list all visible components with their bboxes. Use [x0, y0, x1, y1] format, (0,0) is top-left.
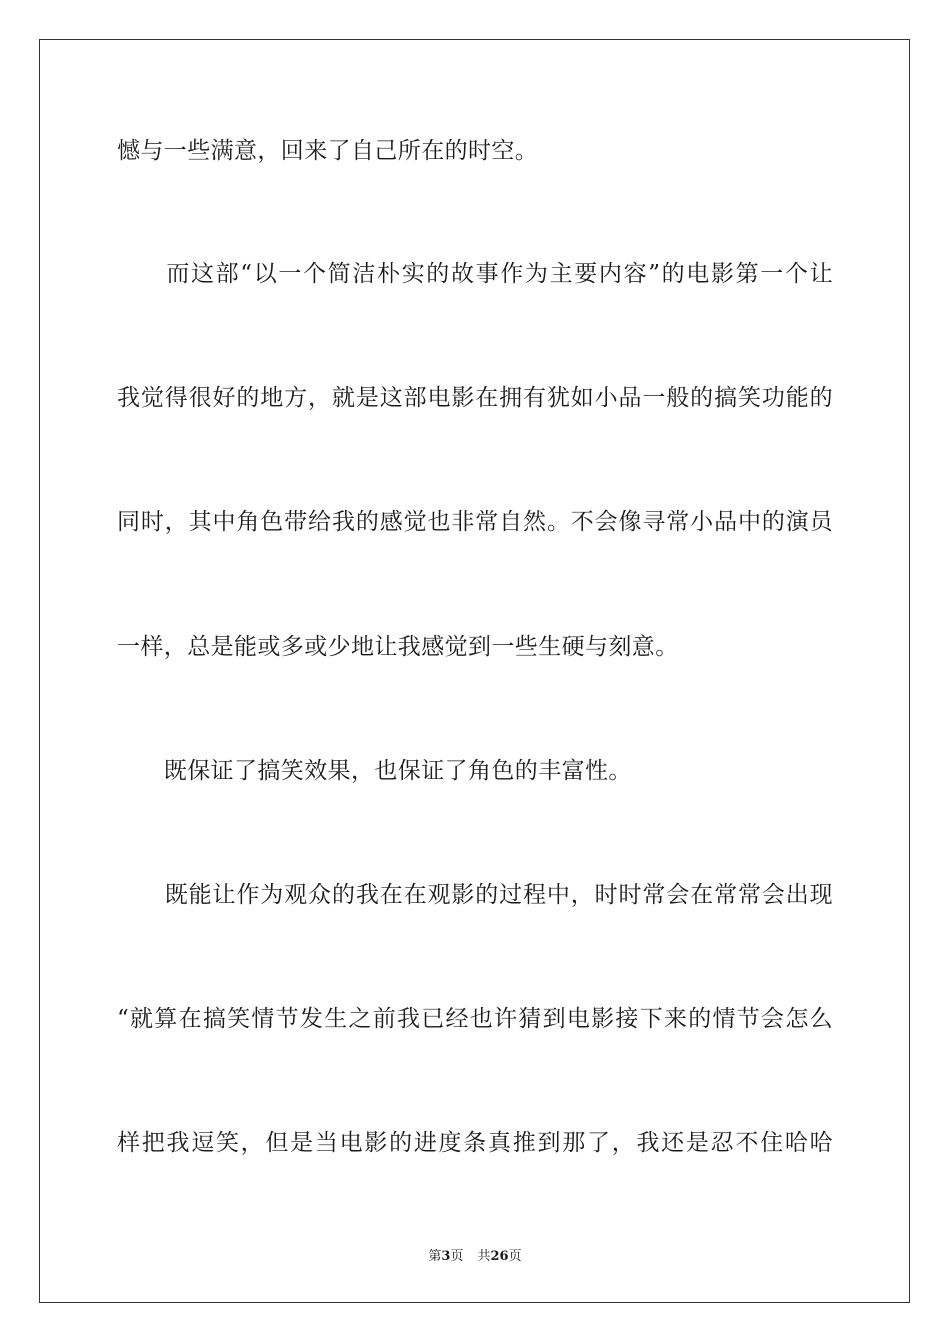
paragraph-line-6: 既保证了搞笑效果，也保证了角色的丰富性。	[117, 758, 632, 784]
paragraph-line-8: “就算在搞笑情节发生之前我已经也许猜到电影接下来的情节会怎么	[117, 1006, 833, 1032]
footer-total-prefix: 共	[477, 1249, 491, 1264]
page-footer	[0, 1248, 950, 1266]
paragraph-line-4: 同时，其中角色带给我的感觉也非常自然。不会像寻常小品中的演员	[117, 509, 833, 535]
footer-page-number: 3	[441, 1249, 451, 1264]
footer-total-suffix: 页	[508, 1249, 522, 1264]
paragraph-line-9: 样把我逗笑，但是当电影的进度条真推到那了，我还是忍不住哈哈	[117, 1130, 833, 1156]
paragraph-line-7: 既能让作为观众的我在在观影的过程中，时时常会在常常会出现	[117, 882, 833, 908]
paragraph-line-2: 而这部“以一个简洁朴实的故事作为主要内容”的电影第一个让	[117, 261, 833, 287]
paragraph-line-5: 一样，总是能或多或少地让我感觉到一些生硬与刻意。	[117, 634, 679, 660]
paragraph-line-3: 我觉得很好的地方，就是这部电影在拥有犹如小品一般的搞笑功能的	[117, 385, 833, 411]
paragraph-line-1: 憾与一些满意，回来了自己所在的时空。	[117, 138, 539, 164]
footer-total-pages: 26	[490, 1249, 509, 1264]
footer-page-suffix: 页	[450, 1249, 464, 1264]
footer-page-prefix: 第	[428, 1249, 442, 1264]
page-border	[39, 39, 910, 1303]
